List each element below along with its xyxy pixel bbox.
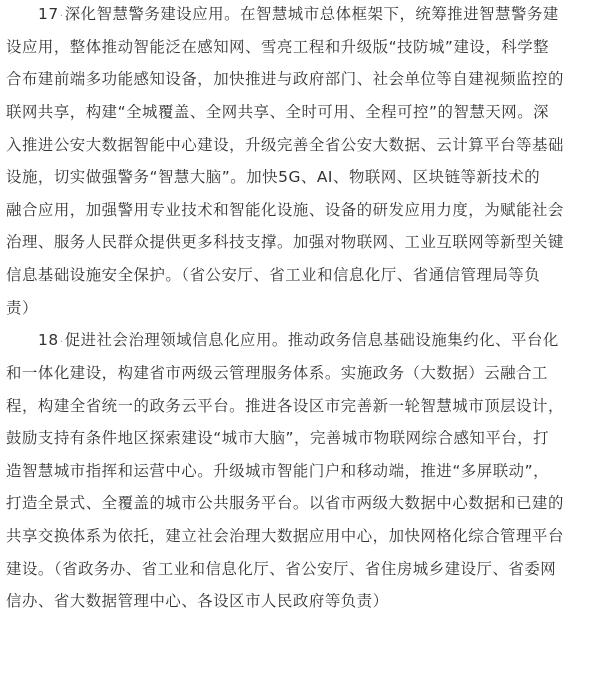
text-line: 信息基础设施安全保护。（省公安厅、省工业和信息化厅、省通信管理局等负 (6, 265, 541, 284)
text-line: 设应用，整体推动智能泛在感知网、雪亮工程和升级版“技防城”建设，科学整 (6, 37, 550, 56)
text-line: 建设。（省政务办、省工业和信息化厅、省公安厅、省住房城乡建设厅、省委网 (6, 559, 557, 578)
text-line: 鼓励支持有条件地区探索建设“城市大脑”，完善城市物联网综合感知平台，打 (6, 429, 550, 448)
text-line: 促进社会治理领域信息化应用。推动政务信息基础设施集约化、平台化 (64, 331, 559, 350)
section-first-line (6, 0, 600, 31)
text-line: 责） (6, 298, 38, 317)
text-line: 融合应用，加强警用专业技术和智能化设施、设备的研发应用力度，为赋能社会 (6, 200, 564, 219)
section-number: 18 (38, 331, 59, 350)
text-line: 打造全景式、全覆盖的城市公共服务平台。以省市两级大数据中心数据和已建的 (6, 494, 564, 513)
text-line: 信办、省大数据管理中心、各设区市人民政府等负责） (6, 592, 389, 611)
section-18 (6, 324, 600, 618)
text-line: 和一体化建设，构建省市两级云管理服务体系。实施政务（大数据）云融合工 (6, 363, 548, 382)
text-line: 联网共享，构建“全城覆盖、全网共享、全时可用、全程可控”的智慧天网。深 (6, 102, 550, 121)
separator-dot: . (59, 335, 64, 346)
section-number: 17 (38, 5, 59, 23)
text-line: 造智慧城市指挥和运营中心。升级城市智能门户和移动端，推进“多屏联动”， (6, 461, 550, 480)
text-line: 治理、服务人民群众提供更多科技支撑。加强对物联网、工业互联网等新型关键 (6, 233, 564, 252)
section-17 (6, 0, 600, 324)
section-first-line (6, 324, 600, 357)
text-line: 入推进公安大数据智能中心建设，升级完善全省公安大数据、云计算平台等基础 (6, 135, 564, 154)
text-line: 设施，切实做强警务“智慧大脑”。加快5G、AI、物联网、区块链等新技术的 (6, 168, 541, 187)
text-line: 深化智慧警务建设应用。在智慧城市总体框架下，统筹推进智慧警务建 (64, 5, 559, 23)
text-line: 共享交换体系为依托，建立社会治理大数据应用中心，加快网格化综合管理平台 (6, 526, 564, 545)
text-line: 程，构建全省统一的政务云平台。推进各设区市完善新一轮智慧城市顶层设计， (6, 396, 564, 415)
separator-dot: . (59, 9, 64, 20)
text-line: 合布建前端多功能感知设备，加快推进与政府部门、社会单位等自建视频监控的 (6, 70, 564, 89)
